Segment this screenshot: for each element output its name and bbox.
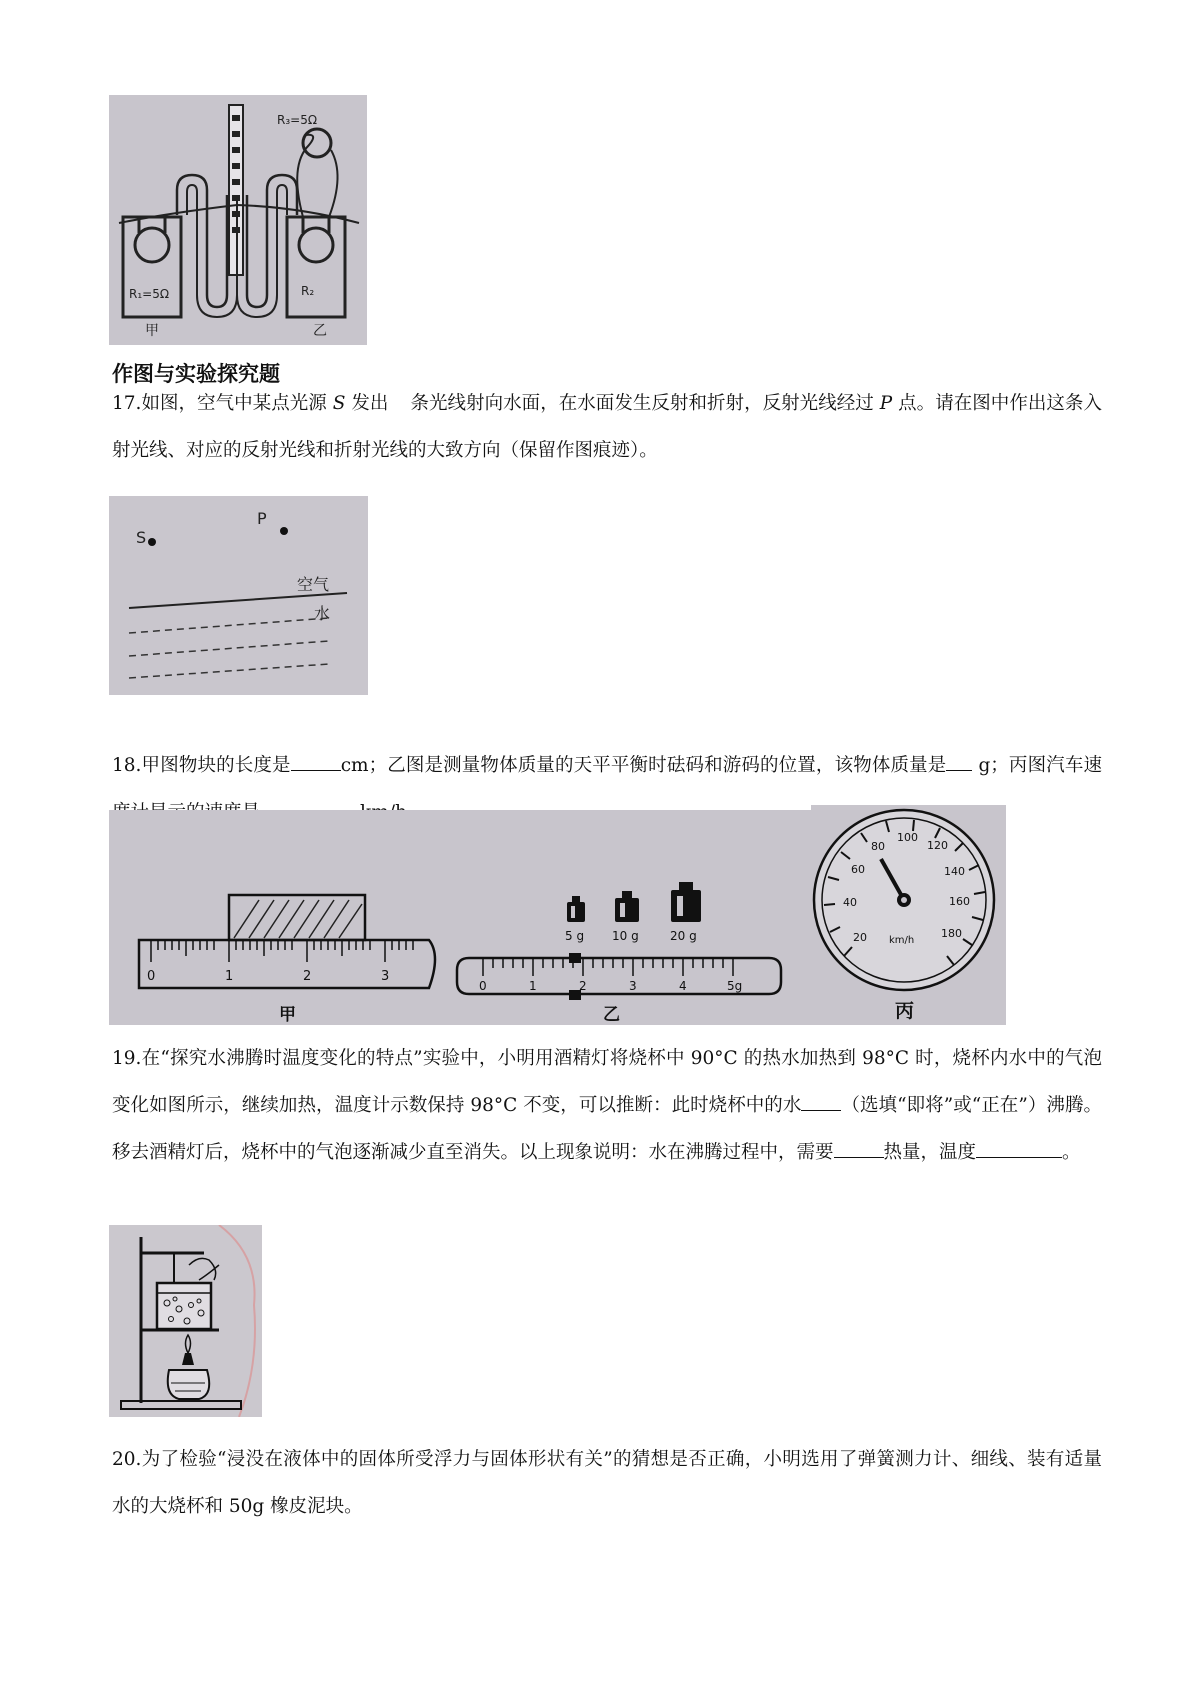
ruler-tick-1: 1 [225, 969, 234, 984]
q17-text-d: 点。请在图中作出这条入射光线、对应的反射光线和折射光线的大致方向（保留作图痕迹）。 [112, 393, 1102, 461]
s-point [148, 538, 156, 546]
q19-temp-blank[interactable] [976, 1137, 1062, 1158]
speed-tick-140: 140 [944, 865, 965, 878]
boiling-apparatus-figure [109, 1225, 262, 1417]
speed-tick-120: 120 [927, 839, 948, 852]
q19-heat-blank[interactable] [834, 1137, 884, 1158]
q18-unit-cm: cm；乙图是测量物体质量的天平平衡时砝码和游码的位置，该物体质量是 [340, 755, 947, 776]
q17-text-b: 发出 [351, 393, 389, 414]
reflection-figure [109, 496, 368, 695]
q19-text-b: （选填“即将”或“正在”）沸腾。移去酒精灯后，烧杯中的气泡逐渐减少直至消失。以上现象说明：水在沸腾过程中，需要 [112, 1095, 1102, 1163]
balance-tick-1: 1 [529, 979, 537, 993]
speed-tick-60: 60 [851, 863, 865, 876]
weight-10g: 10 g [612, 929, 639, 943]
r1-label: R₁=5Ω [129, 287, 170, 301]
q19-text-c: 热量，温度 [883, 1142, 977, 1163]
weight-20g: 20 g [670, 929, 697, 943]
joule-heat-figure [109, 95, 367, 345]
q19-number: 19. [112, 1048, 142, 1069]
q17-number: 17. [112, 393, 142, 414]
q19-boil-blank[interactable] [801, 1090, 841, 1111]
p-label: P [257, 509, 267, 528]
q17-text-c: 条光线射向水面，在水面发生反射和折射，反射光线经过 [410, 393, 874, 414]
right-jar-label: 乙 [313, 323, 327, 339]
ruler-tick-0: 0 [147, 969, 156, 984]
speedometer-figure-label: 丙 [895, 1000, 915, 1022]
q18-length-blank[interactable] [291, 750, 341, 771]
q17-text-a: 如图，空气中某点光源 [141, 393, 327, 414]
speed-unit: km/h [889, 935, 915, 946]
q20-number: 20. [112, 1449, 142, 1470]
q20-text: 为了检验“浸没在液体中的固体所受浮力与固体形状有关”的猜想是否正确，小明选用了弹簧测力计、细线、装有适量水的大烧杯和 50g 橡皮泥块。 [112, 1449, 1102, 1517]
speed-tick-80: 80 [871, 840, 885, 853]
q18-unit-g: g；丙图汽车速 [978, 755, 1102, 776]
ruler-tick-3: 3 [381, 969, 390, 984]
balance-tick-0: 0 [479, 979, 487, 993]
question-19 [112, 1035, 1102, 1176]
q18-number: 18. [112, 755, 142, 776]
weight-5g: 5 g [565, 929, 585, 943]
ruler-tick-2: 2 [303, 969, 312, 984]
q19-text-d: 。 [1062, 1142, 1081, 1163]
rider-top [569, 953, 581, 963]
ruler-figure-label: 甲 [279, 1005, 296, 1025]
section-title: 作图与实验探究题 [112, 362, 280, 386]
q18-text-a: 甲图物块的长度是 [141, 755, 291, 776]
balance-figure-label: 乙 [603, 1005, 620, 1025]
r3-label: R₃=5Ω [277, 113, 318, 127]
balance-tick-4: 4 [679, 979, 687, 993]
left-jar-label: 甲 [145, 323, 159, 339]
q18-mass-blank[interactable] [946, 750, 972, 771]
p-point [280, 527, 288, 535]
speed-tick-20: 20 [853, 931, 867, 944]
speedometer-figure [811, 805, 1006, 1025]
speed-tick-160: 160 [949, 895, 970, 908]
s-label: S [136, 528, 147, 547]
q19-text-a: 在“探究水沸腾时温度变化的特点”实验中，小明用酒精灯将烧杯中 90°C 的热水加热到 98°C 时，烧杯内水中的气泡变化如图所示，继续加热，温度计示数保持 98°C 不变，可以推断：此时烧杯中的水 [112, 1048, 1102, 1116]
speed-tick-40: 40 [843, 896, 857, 909]
r2-label: R₂ [301, 284, 315, 298]
q17-point-letter: P [879, 393, 893, 414]
question-17 [112, 380, 1102, 474]
ruler-balance-figure [109, 810, 811, 1025]
speed-tick-180: 180 [941, 927, 962, 940]
q17-source-letter: S [332, 393, 346, 414]
speed-tick-100: 100 [897, 831, 918, 844]
balance-tick-5: 5g [727, 979, 743, 993]
water-label: 水 [314, 604, 331, 623]
question-20 [112, 1436, 1102, 1530]
air-label: 空气 [297, 575, 330, 594]
balance-tick-3: 3 [629, 979, 637, 993]
balance-tick-2: 2 [579, 979, 587, 993]
